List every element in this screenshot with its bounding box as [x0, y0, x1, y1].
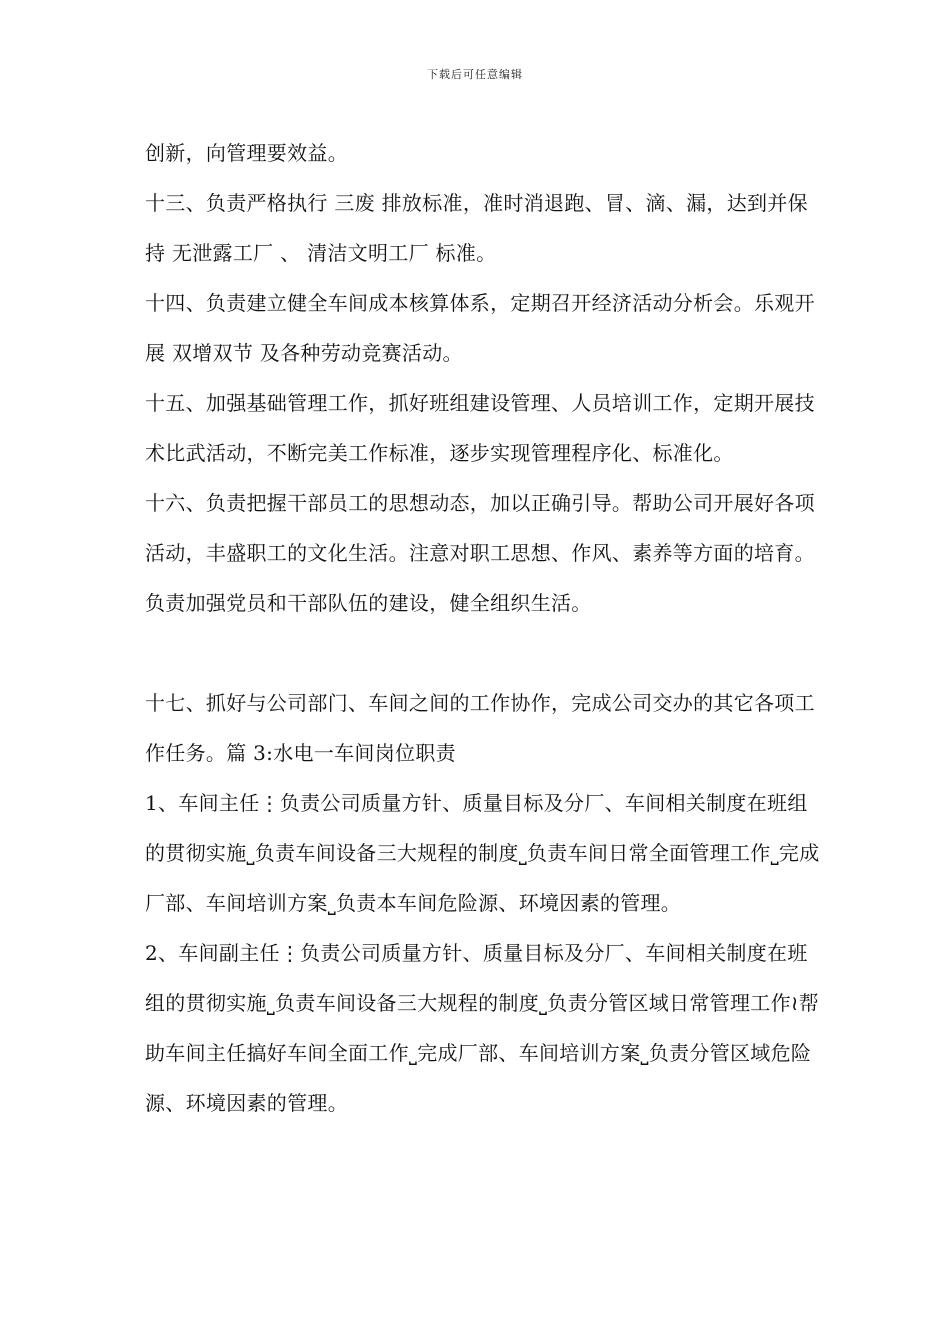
paragraph-16: 十六、负责把握干部员工的思想动态，加以正确引导。帮助公司开展好各项活动，丰盛职工的文化生活。注意对职工思想、作风、素养等方面的培育。负责加强党员和干部队伍的建设，健全组织生活。 — [145, 491, 815, 615]
paragraph-14: 十四、负责建立健全车间成本核算体系，定期召开经济活动分析会。乐观开展 双增双节 及各种劳动竞赛活动。 — [145, 291, 815, 365]
download-note: 下载后可任意编辑 — [427, 68, 523, 81]
paragraph-13: 十三、负责严格执行 三废 排放标准，准时消退跑、冒、滴、漏，达到并保持 无泄露工厂 、 清洁文明工厂 标准。 — [145, 191, 808, 265]
paragraph-intro-continuation: 创新，向管理要效益。 — [145, 141, 348, 165]
paragraph-spacer — [145, 628, 825, 678]
paragraph-17: 十七、抓好与公司部门、车间之间的工作协作，完成公司交办的其它各项工作任务。篇 3:水电一车间岗位职责 — [145, 691, 815, 765]
paragraph-workshop-director: 1、车间主任⋮负责公司质量方针、质量目标及分厂、车间相关制度在班组的贯彻实施⎵负责车间设备三大规程的制度⎵负责车间日常全面管理工作⎵完成厂部、车间培训方案⎵负责本车间危险源、环境因素的管理。 — [145, 791, 820, 915]
paragraph-15: 十五、加强基础管理工作，抓好班组建设管理、人员培训工作，定期开展技术比武活动，不断完美工作标准，逐步实现管理程序化、标准化。 — [145, 391, 815, 465]
paragraph-deputy-director: 2、车间副主任⋮负责公司质量方针、质量目标及分厂、车间相关制度在班组的贯彻实施⎵负责车间设备三大规程的制度⎵负责分管区域日常管理工作≀帮助车间主任搞好车间全面工作⎵完成厂部、车间培训方案⎵负责分管区域危险源、环境因素的管理。 — [145, 941, 819, 1115]
document-body — [145, 128, 825, 1128]
